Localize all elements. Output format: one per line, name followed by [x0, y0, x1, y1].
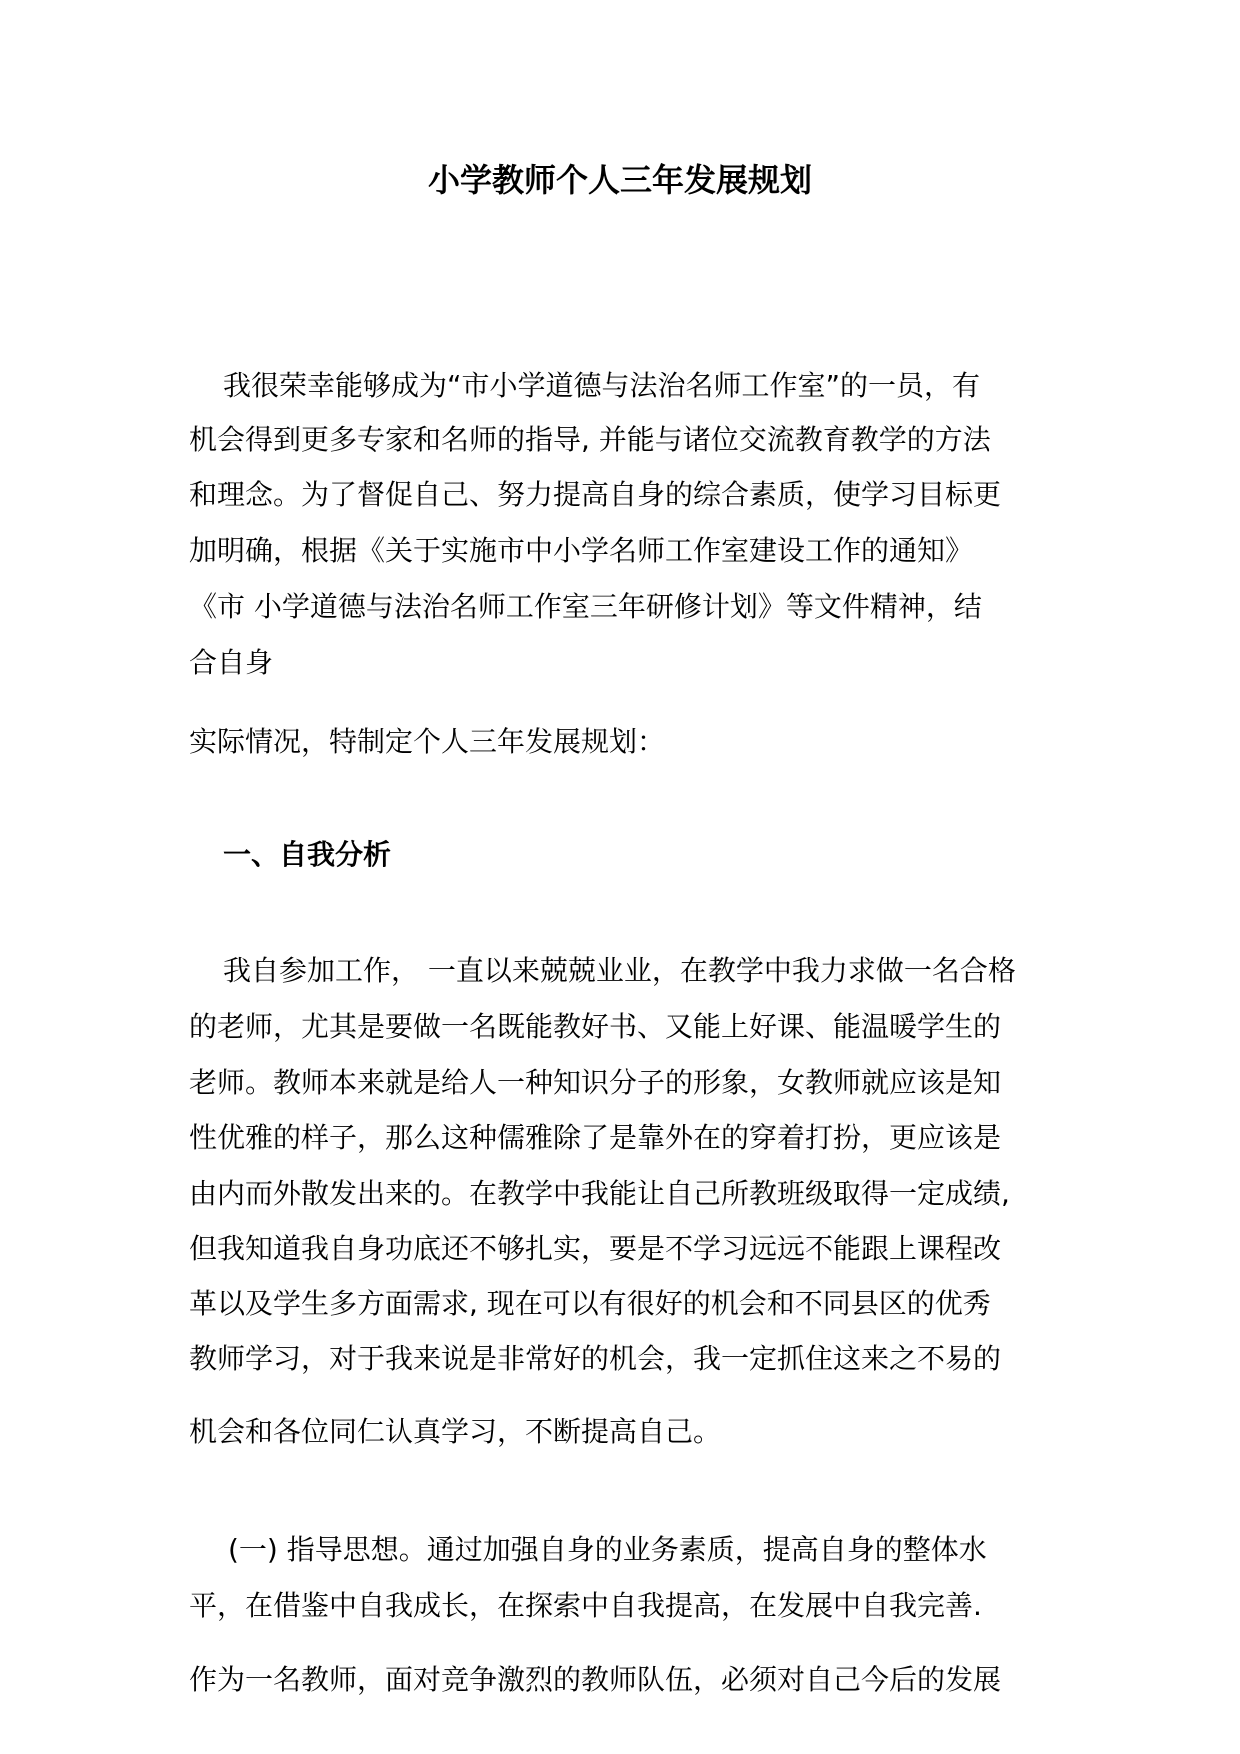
section1-line-8: 教师学习，对于我来说是非常好的机会，我一定抓住这来之不易的 [189, 1342, 1002, 1375]
section1-line-9: 机会和各位同仁认真学习，不断提高自己。 [189, 1415, 722, 1448]
section1-line-4: 性优雅的样子，那么这种儒雅除了是靠外在的穿着打扮，更应该是 [189, 1121, 1002, 1154]
section1-line-1: 我自参加工作， 一直以来兢兢业业，在教学中我力求做一名合格 [223, 954, 1016, 987]
subsection1-line-3: 作为一名教师，面对竞争激烈的教师队伍，必须对自己今后的发展 [189, 1663, 1002, 1696]
section-heading-self-analysis: 一、自我分析 [223, 838, 392, 871]
document-title: 小学教师个人三年发展规划 [427, 161, 812, 199]
section1-line-2: 的老师，尤其是要做一名既能教好书、又能上好课、能温暖学生的 [189, 1010, 1002, 1043]
section1-line-7: 革以及学生多方面需求, 现在可以有很好的机会和不同县区的优秀 [189, 1287, 991, 1320]
intro-line-5: 《市 小学道德与法治名师工作室三年研修计划》等文件精神，结 [189, 590, 982, 623]
section1-line-6: 但我知道我自身功底还不够扎实，要是不学习远远不能跟上课程改 [189, 1232, 1002, 1265]
intro-line-6: 合自身 [189, 646, 274, 679]
section1-line-3: 老师。教师本来就是给人一种知识分子的形象，女教师就应该是知 [189, 1066, 1002, 1099]
intro-line-7: 实际情况，特制定个人三年发展规划： [189, 725, 666, 758]
section1-line-5: 由内而外散发出来的。在教学中我能让自己所教班级取得一定成绩, [189, 1177, 1010, 1210]
intro-line-2: 机会得到更多专家和名师的指导, 并能与诸位交流教育教学的方法 [189, 423, 991, 456]
intro-line-1: 我很荣幸能够成为“市小学道德与法治名师工作室”的一员，有 [223, 369, 981, 402]
intro-line-4: 加明确，根据《关于实施市中小学名师工作室建设工作的通知》 [189, 534, 974, 567]
intro-line-3: 和理念。为了督促自己、努力提高自身的综合素质，使学习目标更 [189, 478, 1002, 511]
subsection1-line-1: (一) 指导思想。通过加强自身的业务素质，提高自身的整体水 [228, 1533, 987, 1566]
subsection1-line-2: 平，在借鉴中自我成长，在探索中自我提高，在发展中自我完善. [189, 1589, 982, 1622]
